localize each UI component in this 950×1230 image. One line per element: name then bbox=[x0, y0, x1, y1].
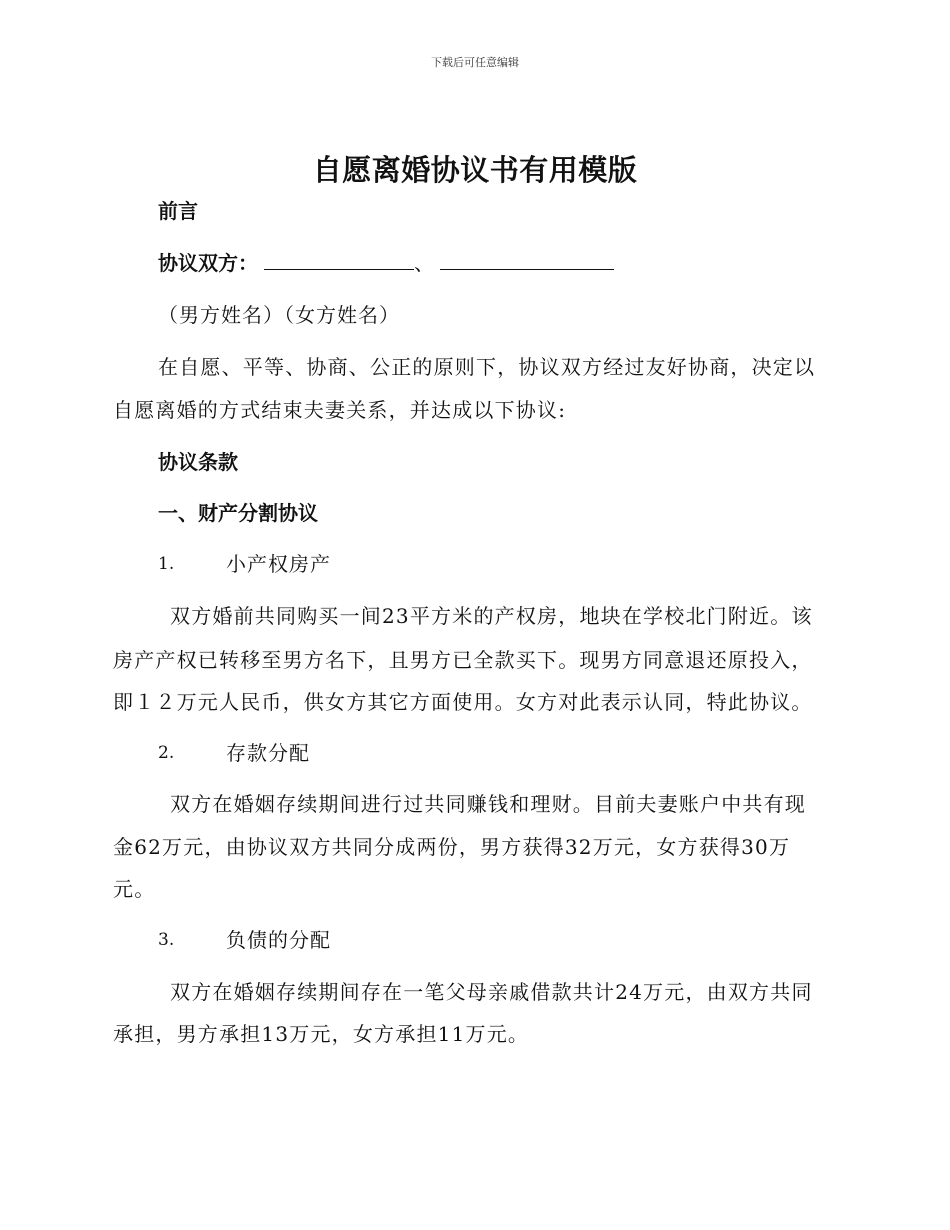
item-1-line-2: 房产产权已转移至男方名下，且男方已全款买下。现男方同意退还原投入， bbox=[113, 648, 813, 672]
item-1-line-3: 即１２万元人民币，供女方其它方面使用。女方对此表示认同，特此协议。 bbox=[113, 690, 813, 714]
terms-heading: 协议条款 bbox=[158, 450, 238, 474]
parties-names-hint: （男方姓名）（女方姓名） bbox=[158, 303, 400, 327]
item-3-line-1: 双方在婚姻存续期间存在一笔父母亲戚借款共计24万元，由双方共同 bbox=[170, 980, 813, 1004]
item-2-number: 2. bbox=[158, 743, 175, 763]
parties-label: 协议双方： bbox=[158, 251, 258, 275]
item-2-line-1: 双方在婚姻存续期间进行过共同赚钱和理财。目前夫妻账户中共有现 bbox=[170, 792, 806, 816]
item-2-line-3: 元。 bbox=[113, 877, 156, 901]
document-title: 自愿离婚协议书有用模版 bbox=[312, 153, 638, 187]
item-3-number: 3. bbox=[158, 930, 175, 950]
parties-separator: 、 bbox=[414, 251, 434, 275]
item-1-number: 1. bbox=[158, 554, 175, 574]
parties-line bbox=[158, 250, 614, 276]
item-2-line-2: 金62万元，由协议双方共同分成两份，男方获得32万元，女方获得30万 bbox=[113, 835, 791, 859]
male-name-blank[interactable] bbox=[264, 251, 414, 270]
preface-heading: 前言 bbox=[158, 199, 198, 223]
intro-line-1: 在自愿、平等、协商、公正的原则下，协议双方经过友好协商，决定以 bbox=[158, 355, 816, 379]
item-3-line-2: 承担，男方承担13万元，女方承担11万元。 bbox=[113, 1022, 530, 1046]
intro-line-2: 自愿离婚的方式结束夫妻关系，并达成以下协议: bbox=[113, 398, 567, 422]
item-1-title: 小产权房产 bbox=[226, 552, 331, 576]
item-2-title: 存款分配 bbox=[226, 741, 310, 765]
female-name-blank[interactable] bbox=[440, 251, 614, 270]
item-1-line-1: 双方婚前共同购买一间23平方米的产权房，地块在学校北门附近。该 bbox=[170, 604, 813, 628]
header-note: 下载后可任意编辑 bbox=[431, 56, 519, 69]
item-3-title: 负债的分配 bbox=[226, 928, 331, 952]
section1-heading: 一、财产分割协议 bbox=[158, 501, 318, 525]
